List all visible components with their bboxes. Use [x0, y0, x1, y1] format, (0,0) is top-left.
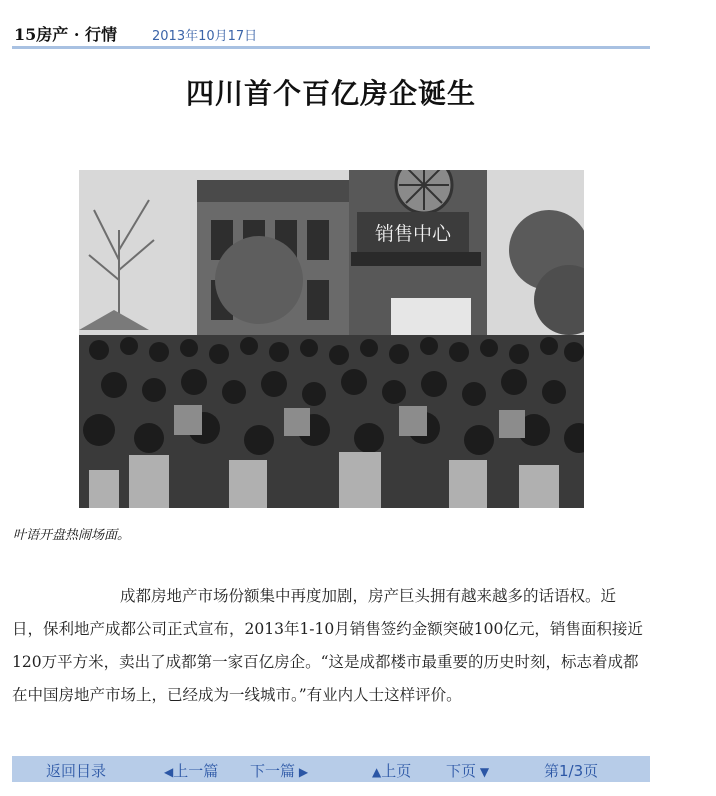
page-indicator: 第1/3页 — [544, 762, 599, 780]
triangle-left-icon: ◀ — [164, 765, 174, 779]
triangle-down-icon: ▼ — [476, 765, 490, 779]
page-navigation — [12, 756, 650, 782]
prev-page-link[interactable] — [372, 760, 411, 781]
article-body: 成都房地产市场份额集中再度加剧，房产巨头拥有越来越多的话语权。近日，保利地产成都公司正式宣布，2013年1-10月销售签约金额突破100亿元，销售面积接近120万平方米，卖出了成都第一家百亿房企。“这是成都楼市最重要的历史时刻，标志着成都在中国房地产市场上，已经成为一线城市。”有业内人士这样评价。 — [12, 587, 643, 704]
next-page-label: 下页 — [446, 762, 477, 780]
triangle-up-icon: ▲ — [372, 765, 382, 779]
next-article-link[interactable] — [250, 760, 308, 781]
prev-article-link[interactable] — [164, 760, 218, 781]
back-to-contents-link[interactable]: 返回目录 — [46, 762, 107, 780]
triangle-right-icon: ▶ — [295, 765, 309, 779]
page-header — [12, 20, 650, 49]
prev-page-label: 上页 — [381, 762, 412, 780]
section-label: 15房产 · 行情 — [14, 25, 117, 44]
next-article-label: 下一篇 — [250, 762, 296, 780]
crowd-photo-illustration — [79, 170, 584, 508]
publish-date: 2013年10月17日 — [152, 29, 258, 44]
article-title: 四川首个百亿房企诞生 — [185, 77, 476, 110]
article-photo — [79, 170, 584, 508]
next-page-link[interactable] — [446, 760, 489, 781]
prev-article-label: 上一篇 — [173, 762, 219, 780]
photo-caption: 叶语开盘热闹场面。 — [13, 528, 131, 543]
sales-center-sign: 销售中心 — [374, 223, 452, 245]
